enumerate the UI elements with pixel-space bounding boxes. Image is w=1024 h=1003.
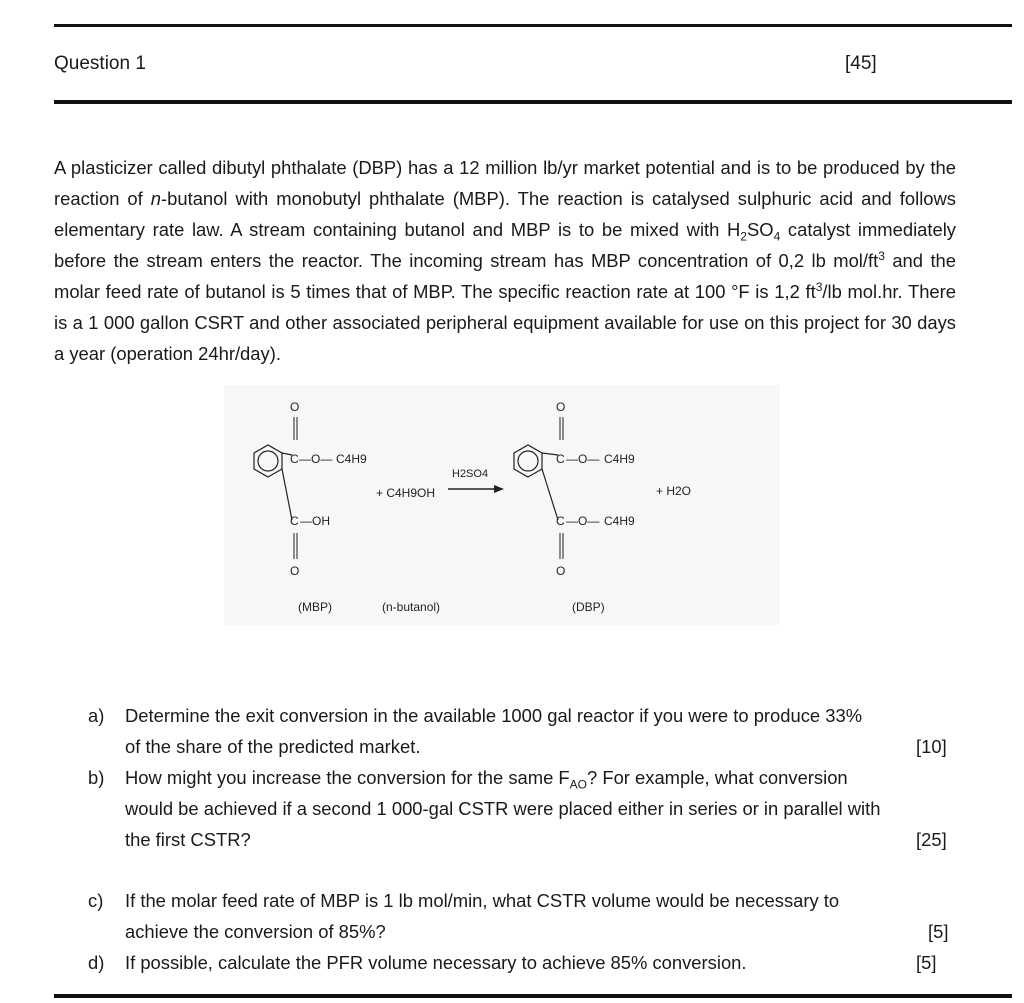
ester-link: —O— [299, 452, 333, 466]
dbp-structure [514, 400, 635, 578]
question-b-line1: How might you increase the conversion for the same $F_{AO}$? For example, what conversion [125, 767, 848, 792]
question-d-label: d) [88, 952, 105, 973]
question-c-line1: If the molar feed rate of MBP is 1 lb mol/min, what CSTR volume would be necessary to [125, 890, 840, 911]
question-d-line1: If possible, calculate the PFR volume necessary to achieve 85% conversion. [125, 952, 747, 973]
question-a-marks: [10] [916, 736, 947, 757]
dbp-oxygen-top: O [556, 400, 566, 414]
question-b-line3: the first CSTR? [125, 829, 251, 850]
header-rule [54, 100, 1012, 104]
question-a-label: a) [88, 705, 105, 726]
carbonyl-c-top: C [290, 452, 299, 466]
dbp-carbonyl-c-top: C [556, 452, 565, 466]
problem-statement: A plasticizer called dibutyl phthalate (DBP) has a 12 million lb/yr market potential and is to be produced by the reaction of n-butanol with monobutyl phthalate (MBP). The reaction is catalysed sulphuric acid and follows elementary rate law. A stream containing butanol and MBP is to be mixed with $H_2SO_4$ catalyst immediately before the stream enters the reactor. The incoming stream has MBP concentration of 0,2 lb mol/$ft^3$ and the molar feed rate of butanol is 5 times that of MBP. The specific reaction rate at 100 °F is 1,2 $ft^3/lb$ mol.hr. There is a 1 000 gallon CSRT and other associated peripheral equipment available for use on this project for 30 days a year (operation 24hr/day). [54, 157, 957, 364]
mbp-structure [254, 400, 367, 578]
hydroxyl-group: —OH [300, 514, 330, 528]
dbp-oxygen-bottom: O [556, 564, 566, 578]
label-dbp: (DBP) [572, 600, 605, 614]
question-d-marks: [5] [916, 952, 937, 973]
question-a-line1: Determine the exit conversion in the available 1000 gal reactor if you were to produce 33% [125, 705, 863, 726]
question-b-marks: [25] [916, 829, 947, 850]
bottom-rule [54, 994, 1012, 998]
dbp-ester-link-top: —O— [566, 452, 600, 466]
water-product: + H2O [656, 484, 692, 498]
question-c-line2: achieve the conversion of 85%? [125, 921, 386, 942]
dbp-butyl-top: C4H9 [604, 452, 635, 466]
question-c-marks: [5] [928, 921, 949, 942]
butanol-reactant: + C4H9OH [376, 486, 436, 500]
label-mbp: (MBP) [298, 600, 332, 614]
question-c-label: c) [88, 890, 104, 911]
question-a-line2: of the share of the predicted market. [125, 736, 421, 757]
oxygen-bottom: O [290, 564, 300, 578]
catalyst-label: H2SO4 [452, 468, 489, 480]
top-rule [54, 24, 1012, 27]
dbp-carbonyl-c-bottom: C [556, 514, 565, 528]
reaction-scheme [224, 385, 780, 625]
oxygen-top: O [290, 400, 300, 414]
label-butanol: (n-butanol) [382, 600, 441, 614]
question-total-marks: [45] [845, 53, 877, 74]
dbp-butyl-bottom: C4H9 [604, 514, 635, 528]
question-b-line2: would be achieved if a second 1 000-gal CSTR were placed either in series or in parallel with [125, 798, 881, 819]
carbonyl-c-bottom: C [290, 514, 299, 528]
question-b-label: b) [88, 767, 105, 788]
question-title: Question 1 [54, 53, 146, 74]
butyl-group: C4H9 [336, 452, 367, 466]
dbp-ester-link-bottom: —O— [566, 514, 600, 528]
